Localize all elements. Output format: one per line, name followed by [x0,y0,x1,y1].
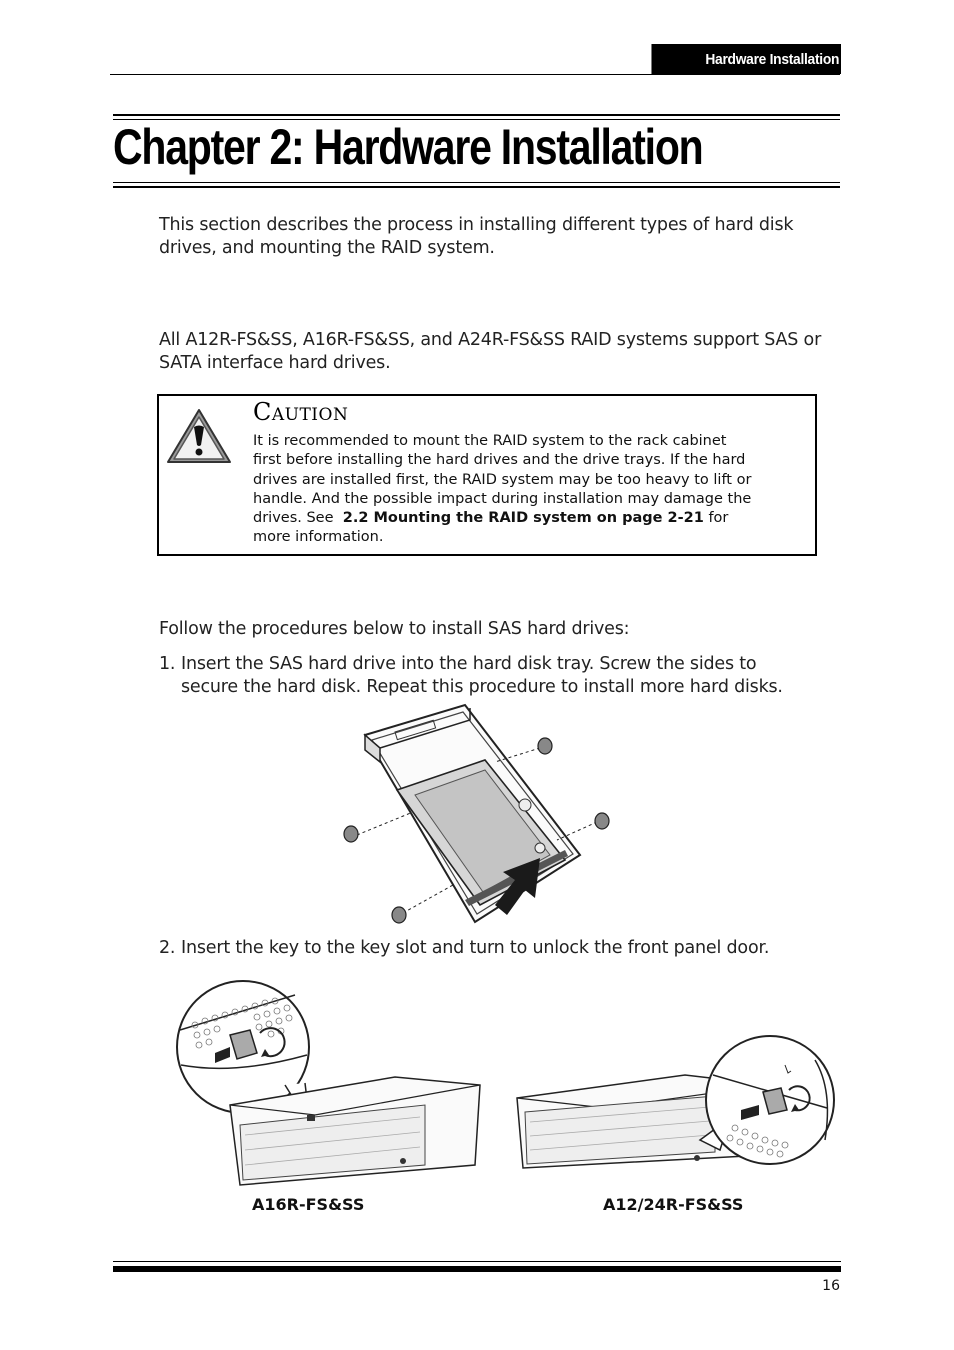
step-2-number: 2. [159,938,176,958]
title-rule-bottom-thin [113,182,840,183]
caution-line-1: It is recommended to mount the RAID system to the rack cabinet [253,433,727,449]
step-1-line-1: Insert the SAS hard drive into the hard disk tray. Screw the sides to [181,654,757,674]
step-1 [159,653,839,699]
intro-paragraph [159,214,839,260]
hdd-tray-illustration [335,700,625,935]
caution-text [253,432,813,548]
support-paragraph [159,329,839,375]
title-rule-bottom-thick [113,186,840,188]
caution-title: Caution [253,398,349,426]
section-header-label: Hardware Installation [705,50,840,68]
procedure-lead: Follow the procedures below to install SAS hard drives: [159,619,630,639]
page-number: 16 [822,1278,840,1294]
caution-line-5 [253,509,813,528]
figure-caption-a12-24r: A12/24R-FS&SS [603,1195,744,1214]
caution-warning-icon [165,407,233,472]
section-header-tab [651,44,841,74]
support-line-2: SATA interface hard drives. [159,353,391,373]
caution-see-text: drives. See [253,510,334,527]
caution-for-text: for [708,510,729,527]
caution-line-4: handle. And the possible impact during installation may damage the [253,490,752,507]
step-1-line-2: secure the hard disk. Repeat this procedure to install more hard disks. [181,677,783,697]
step-2-line-1: Insert the key to the key slot and turn to unlock the front panel door. [181,938,770,958]
a16r-key-unlock-illustration [175,975,485,1200]
a12-24r-key-unlock-illustration [515,1030,840,1185]
footer-rule-thick [113,1266,841,1272]
caution-cross-reference[interactable]: 2.2 Mounting the RAID system on page 2-21 [342,510,704,527]
caution-line-3: drives are installed first, the RAID system may be too heavy to lift or [253,471,752,488]
caution-line-6: more information. [253,529,384,546]
figure-caption-a16r: A16R-FS&SS [252,1195,365,1214]
chapter-title: Chapter 2: Hardware Installation [113,119,703,175]
intro-line-1: This section describes the process in installing different types of hard disk [159,215,794,235]
step-2 [159,937,839,960]
support-line-1: All A12R-FS&SS, A16R-FS&SS, and A24R-FS&SS RAID systems support SAS or [159,330,822,350]
header-rule [110,74,840,75]
footer-rule-thin [113,1261,841,1262]
caution-line-2: first before installing the hard drives and the drive trays. If the hard [253,452,746,469]
step-1-number: 1. [159,654,176,674]
intro-line-2: drives, and mounting the RAID system. [159,238,495,258]
